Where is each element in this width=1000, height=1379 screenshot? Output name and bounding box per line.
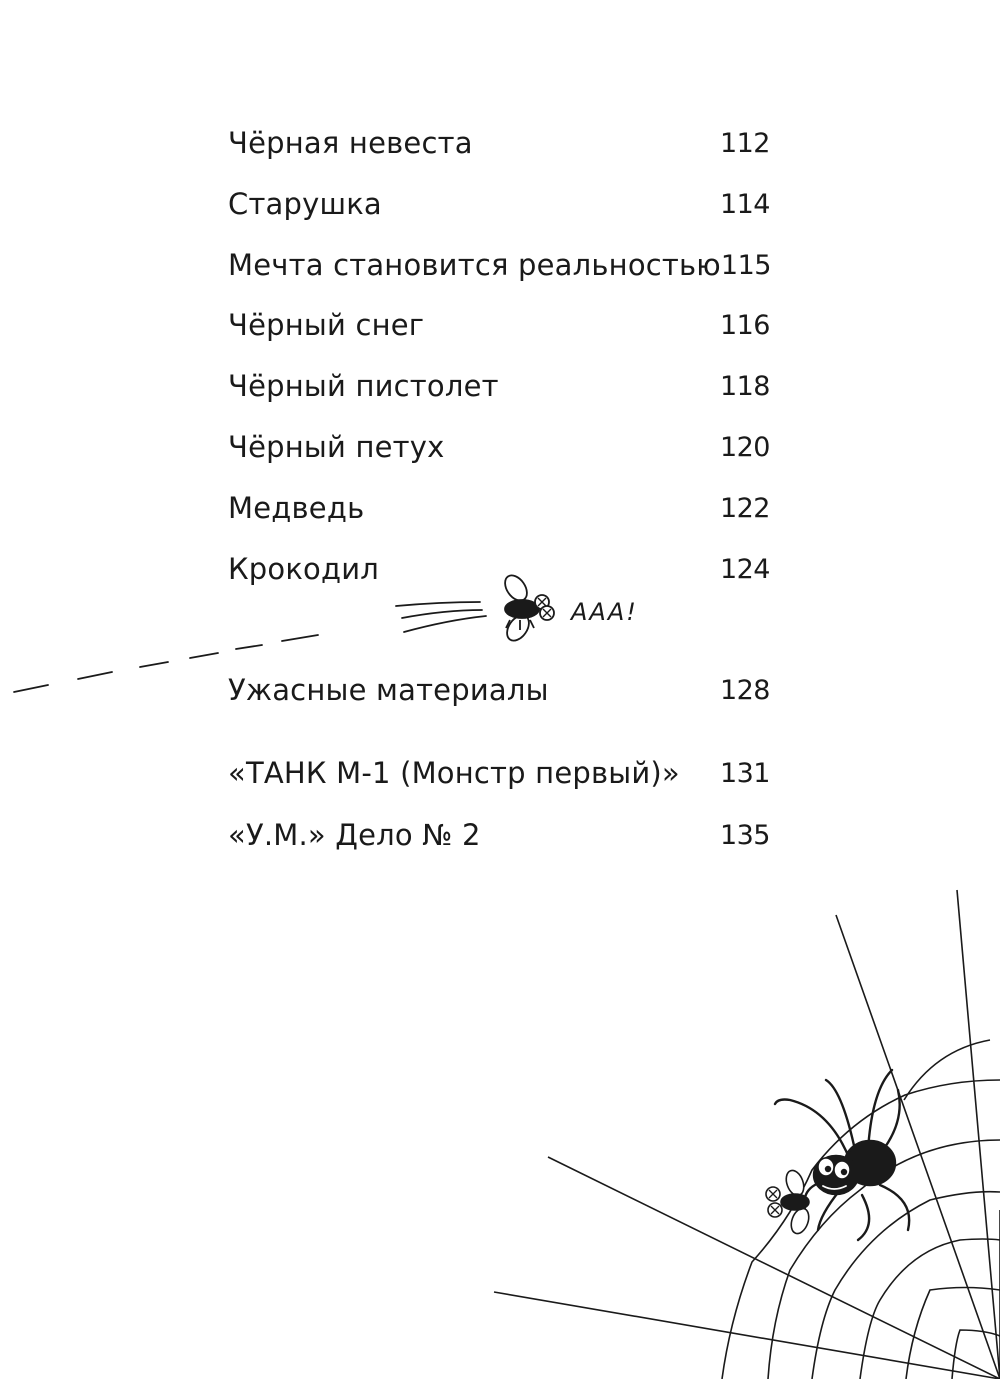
toc-entry-title: Ужасные материалы [228,673,549,707]
toc-entry-title: Чёрный снег [228,308,425,342]
toc-entry-page: 124 [719,553,770,585]
toc-entry-title: Чёрная невеста [228,126,473,160]
toc-entry-title: Медведь [228,491,365,525]
toc-entry-page: 128 [719,674,770,706]
toc-entry-title: Мечта становится реальностью [228,248,721,282]
toc-entry-page: 116 [719,309,770,341]
fly-icon [766,1168,812,1236]
toc-entry-title: «ТАНК М-1 (Монстр первый)» [228,756,680,790]
toc-entry-page: 135 [719,819,770,851]
toc-entry-title: Чёрный петух [228,430,445,464]
toc-entry-page: 115 [720,249,771,281]
toc-entry-title: Старушка [228,187,382,221]
toc-entry-title: «У.М.» Дело № 2 [228,818,481,852]
toc-entry-title: Крокодил [228,552,380,586]
spider-web-icon [494,890,1000,1379]
toc-entry-page: 118 [719,370,770,402]
toc-entry-page: 114 [719,188,770,220]
fly-exclamation: AAA! [571,598,638,626]
toc-entry-page: 112 [719,127,770,159]
toc-entry-page: 120 [719,431,770,463]
toc-entry-title: Чёрный пистолет [228,369,499,403]
toc-entry-page: 131 [719,757,770,789]
fly-icon [501,571,554,644]
toc-entry-page: 122 [719,492,770,524]
flight-path [14,602,486,692]
